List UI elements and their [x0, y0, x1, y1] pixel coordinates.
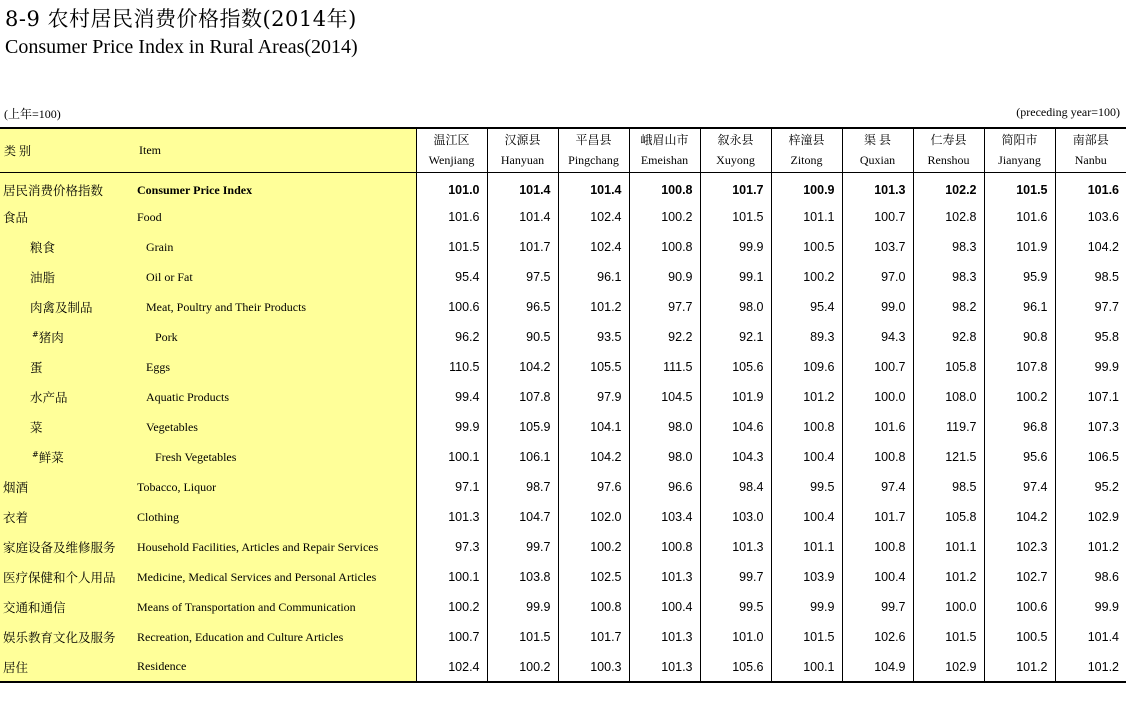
- index-value-cell: 100.4: [842, 562, 913, 592]
- index-value-cell: 101.4: [1055, 622, 1126, 652]
- index-value-cell: 104.2: [1055, 232, 1126, 262]
- index-value-cell: 97.7: [1055, 292, 1126, 322]
- index-value-cell: 100.2: [771, 262, 842, 292]
- index-value-cell: 95.8: [1055, 322, 1126, 352]
- index-value-cell: 100.2: [558, 532, 629, 562]
- table-row: [0, 352, 1126, 382]
- row-label-zh: [0, 352, 137, 382]
- row-label-zh-text: 衣着: [3, 510, 29, 525]
- footnote-marker: #: [32, 329, 39, 339]
- county-column-header: [771, 128, 842, 172]
- index-value-cell: 100.1: [416, 442, 487, 472]
- index-value-cell: 101.4: [487, 172, 558, 202]
- row-label-en: Pork: [137, 322, 416, 352]
- index-value-cell: 101.5: [913, 622, 984, 652]
- row-label-zh: [0, 172, 137, 202]
- index-value-cell: 102.6: [842, 622, 913, 652]
- row-label-en: Clothing: [137, 502, 416, 532]
- index-value-cell: 98.3: [913, 262, 984, 292]
- index-value-cell: 106.5: [1055, 442, 1126, 472]
- index-value-cell: 98.4: [700, 472, 771, 502]
- index-value-cell: 103.9: [771, 562, 842, 592]
- index-value-cell: 111.5: [629, 352, 700, 382]
- county-column-header: [700, 128, 771, 172]
- index-value-cell: 100.2: [984, 382, 1055, 412]
- index-value-cell: 102.7: [984, 562, 1055, 592]
- index-value-cell: 102.5: [558, 562, 629, 592]
- county-name-zh: 平昌县: [575, 133, 612, 148]
- row-label-zh: [0, 592, 137, 622]
- index-value-cell: 98.6: [1055, 562, 1126, 592]
- index-value-cell: 108.0: [913, 382, 984, 412]
- county-column-header: [1055, 128, 1126, 172]
- index-value-cell: 121.5: [913, 442, 984, 472]
- cpi-table-container: [0, 127, 1126, 683]
- row-label-zh-text: 鲜菜: [38, 450, 64, 465]
- index-value-cell: 105.9: [487, 412, 558, 442]
- index-value-cell: 101.6: [842, 412, 913, 442]
- index-value-cell: 99.9: [1055, 352, 1126, 382]
- index-value-cell: 100.8: [771, 412, 842, 442]
- index-value-cell: 96.8: [984, 412, 1055, 442]
- row-label-en: Grain: [137, 232, 416, 262]
- index-value-cell: 119.7: [913, 412, 984, 442]
- row-label-en: Vegetables: [137, 412, 416, 442]
- index-value-cell: 100.7: [842, 202, 913, 232]
- table-row: [0, 322, 1126, 352]
- row-label-zh-text: 猪肉: [38, 330, 64, 345]
- index-value-cell: 101.7: [487, 232, 558, 262]
- county-name-zh: 叙永县: [717, 133, 754, 148]
- index-value-cell: 92.1: [700, 322, 771, 352]
- index-value-cell: 97.4: [842, 472, 913, 502]
- county-column-header: [913, 128, 984, 172]
- index-value-cell: 98.0: [629, 442, 700, 472]
- index-value-cell: 101.2: [1055, 532, 1126, 562]
- category-column-header: 类 别: [0, 128, 137, 172]
- county-name-en: Renshou: [927, 153, 970, 168]
- index-value-cell: 100.4: [771, 442, 842, 472]
- index-value-cell: 102.0: [558, 502, 629, 532]
- cpi-table: [0, 127, 1126, 683]
- row-label-zh-text: 医疗保健和个人用品: [3, 570, 116, 585]
- index-value-cell: 103.4: [629, 502, 700, 532]
- county-name-zh: 简阳市: [1001, 133, 1038, 148]
- index-value-cell: 100.8: [842, 442, 913, 472]
- row-label-zh: [0, 472, 137, 502]
- row-label-zh: [0, 262, 137, 292]
- row-label-zh-text: 菜: [30, 420, 43, 435]
- index-value-cell: 107.8: [487, 382, 558, 412]
- index-value-cell: 101.6: [1055, 172, 1126, 202]
- row-label-zh: [0, 412, 137, 442]
- table-row: [0, 622, 1126, 652]
- index-value-cell: 98.2: [913, 292, 984, 322]
- county-column-header: [984, 128, 1055, 172]
- index-value-cell: 105.6: [700, 352, 771, 382]
- county-name-zh: 梓潼县: [788, 133, 825, 148]
- row-label-zh: [0, 382, 137, 412]
- row-label-zh: [0, 622, 137, 652]
- row-label-en: Means of Transportation and Communication: [137, 592, 416, 622]
- index-value-cell: 102.8: [913, 202, 984, 232]
- county-name-zh: 汉源县: [504, 133, 541, 148]
- county-name-en: Hanyuan: [500, 153, 545, 168]
- county-column-header: [842, 128, 913, 172]
- index-value-cell: 104.2: [558, 442, 629, 472]
- row-label-zh-text: 交通和通信: [3, 600, 66, 615]
- index-value-cell: 101.3: [629, 622, 700, 652]
- index-value-cell: 90.5: [487, 322, 558, 352]
- index-value-cell: 104.3: [700, 442, 771, 472]
- index-value-cell: 98.5: [913, 472, 984, 502]
- index-value-cell: 105.5: [558, 352, 629, 382]
- index-value-cell: 99.7: [842, 592, 913, 622]
- row-label-zh-text: 居住: [3, 659, 29, 675]
- index-value-cell: 100.4: [629, 592, 700, 622]
- index-value-cell: 104.1: [558, 412, 629, 442]
- row-label-en: Eggs: [137, 352, 416, 382]
- county-name-en: Nanbu: [1074, 153, 1107, 168]
- row-label-zh-text: 烟酒: [3, 480, 29, 495]
- index-value-cell: 97.6: [558, 472, 629, 502]
- row-label-zh: [0, 532, 137, 562]
- county-column-header: [629, 128, 700, 172]
- table-row: [0, 382, 1126, 412]
- row-label-zh: [0, 502, 137, 532]
- index-value-cell: 99.5: [771, 472, 842, 502]
- index-value-cell: 99.1: [700, 262, 771, 292]
- index-value-cell: 102.9: [913, 652, 984, 682]
- row-label-en: Oil or Fat: [137, 262, 416, 292]
- index-value-cell: 102.4: [558, 202, 629, 232]
- row-label-en: Residence: [137, 652, 416, 682]
- index-value-cell: 103.0: [700, 502, 771, 532]
- county-name-en: Zitong: [790, 153, 823, 168]
- index-value-cell: 102.9: [1055, 502, 1126, 532]
- index-value-cell: 100.8: [629, 532, 700, 562]
- row-label-zh: [0, 442, 137, 472]
- index-value-cell: 100.0: [842, 382, 913, 412]
- table-row: [0, 412, 1126, 442]
- page-title-zh: 8-9 农村居民消费价格指数(2014年): [5, 7, 357, 31]
- index-value-cell: 101.3: [416, 502, 487, 532]
- index-value-cell: 104.2: [487, 352, 558, 382]
- row-label-zh-text: 食品: [3, 210, 29, 225]
- index-value-cell: 101.5: [487, 622, 558, 652]
- index-value-cell: 101.5: [416, 232, 487, 262]
- index-value-cell: 109.6: [771, 352, 842, 382]
- index-value-cell: 100.8: [558, 592, 629, 622]
- index-value-cell: 99.5: [700, 592, 771, 622]
- index-value-cell: 100.6: [984, 592, 1055, 622]
- index-value-cell: 101.9: [984, 232, 1055, 262]
- row-label-zh-text: 肉禽及制品: [30, 300, 93, 315]
- index-value-cell: 101.4: [558, 172, 629, 202]
- index-value-cell: 100.2: [629, 202, 700, 232]
- index-value-cell: 101.6: [984, 202, 1055, 232]
- index-value-cell: 100.5: [984, 622, 1055, 652]
- index-value-cell: 100.4: [771, 502, 842, 532]
- index-value-cell: 104.6: [700, 412, 771, 442]
- index-value-cell: 101.5: [700, 202, 771, 232]
- index-value-cell: 100.8: [629, 232, 700, 262]
- index-value-cell: 97.5: [487, 262, 558, 292]
- index-value-cell: 101.3: [629, 652, 700, 682]
- index-value-cell: 100.2: [416, 592, 487, 622]
- county-column-header: [416, 128, 487, 172]
- table-row: [0, 562, 1126, 592]
- table-row: [0, 232, 1126, 262]
- county-name-en: Jianyang: [998, 153, 1041, 168]
- index-value-cell: 100.8: [629, 172, 700, 202]
- index-value-cell: 99.9: [1055, 592, 1126, 622]
- county-name-zh: 南部县: [1072, 133, 1109, 148]
- table-row: [0, 502, 1126, 532]
- index-value-cell: 101.6: [416, 202, 487, 232]
- item-column-header: Item: [137, 128, 416, 172]
- county-name-zh: 峨眉山市: [640, 133, 689, 148]
- index-value-cell: 110.5: [416, 352, 487, 382]
- index-value-cell: 97.1: [416, 472, 487, 502]
- index-value-cell: 104.2: [984, 502, 1055, 532]
- index-value-cell: 100.5: [771, 232, 842, 262]
- index-value-cell: 97.3: [416, 532, 487, 562]
- row-label-zh: [0, 232, 137, 262]
- index-value-cell: 95.9: [984, 262, 1055, 292]
- index-value-cell: 96.1: [558, 262, 629, 292]
- index-value-cell: 95.4: [416, 262, 487, 292]
- unit-note-zh: (上年=100): [4, 107, 61, 121]
- index-value-cell: 101.5: [984, 172, 1055, 202]
- index-value-cell: 107.8: [984, 352, 1055, 382]
- row-label-en: Recreation, Education and Culture Articles: [137, 622, 416, 652]
- county-name-en: Emeishan: [640, 153, 689, 168]
- row-label-zh: [0, 202, 137, 232]
- index-value-cell: 99.9: [700, 232, 771, 262]
- row-label-en: Aquatic Products: [137, 382, 416, 412]
- index-value-cell: 100.1: [416, 562, 487, 592]
- table-row: [0, 592, 1126, 622]
- row-label-zh: [0, 292, 137, 322]
- row-label-zh-text: 水产品: [30, 390, 68, 405]
- county-name-en: Quxian: [859, 153, 896, 168]
- row-label-zh: [0, 322, 137, 352]
- table-row: [0, 652, 1126, 682]
- index-value-cell: 98.3: [913, 232, 984, 262]
- row-label-zh: [0, 562, 137, 592]
- index-value-cell: 101.9: [700, 382, 771, 412]
- index-value-cell: 100.1: [771, 652, 842, 682]
- row-label-en: Household Facilities, Articles and Repair Services: [137, 532, 416, 562]
- row-label-en: Medicine, Medical Services and Personal Articles: [137, 562, 416, 592]
- index-value-cell: 89.3: [771, 322, 842, 352]
- county-name-en: Wenjiang: [428, 153, 475, 168]
- row-label-en: Tobacco, Liquor: [137, 472, 416, 502]
- index-value-cell: 92.2: [629, 322, 700, 352]
- index-value-cell: 100.8: [842, 532, 913, 562]
- index-value-cell: 100.6: [416, 292, 487, 322]
- index-value-cell: 90.8: [984, 322, 1055, 352]
- county-name-zh: 仁寿县: [930, 133, 967, 148]
- index-value-cell: 101.0: [416, 172, 487, 202]
- index-value-cell: 101.4: [487, 202, 558, 232]
- index-value-cell: 98.0: [629, 412, 700, 442]
- row-label-en: Food: [137, 202, 416, 232]
- county-column-header: [487, 128, 558, 172]
- index-value-cell: 96.6: [629, 472, 700, 502]
- row-label-zh: [0, 652, 137, 682]
- row-label-zh-text: 居民消费价格指数: [3, 183, 104, 199]
- index-value-cell: 100.3: [558, 652, 629, 682]
- index-value-cell: 99.9: [771, 592, 842, 622]
- row-label-en: Meat, Poultry and Their Products: [137, 292, 416, 322]
- index-value-cell: 104.5: [629, 382, 700, 412]
- index-value-cell: 105.6: [700, 652, 771, 682]
- table-row: [0, 442, 1126, 472]
- index-value-cell: 101.7: [842, 502, 913, 532]
- index-value-cell: 92.8: [913, 322, 984, 352]
- county-name-en: Pingchang: [568, 153, 619, 168]
- row-label-zh-text: 粮食: [30, 240, 56, 255]
- table-row: [0, 472, 1126, 502]
- index-value-cell: 101.2: [558, 292, 629, 322]
- index-value-cell: 99.9: [487, 592, 558, 622]
- table-row: [0, 292, 1126, 322]
- footnote-marker: #: [32, 449, 39, 459]
- index-value-cell: 101.3: [629, 562, 700, 592]
- index-value-cell: 101.3: [700, 532, 771, 562]
- table-row: [0, 532, 1126, 562]
- table-row: [0, 202, 1126, 232]
- index-value-cell: 101.7: [700, 172, 771, 202]
- index-value-cell: 101.3: [842, 172, 913, 202]
- index-value-cell: 104.7: [487, 502, 558, 532]
- index-value-cell: 101.2: [984, 652, 1055, 682]
- index-value-cell: 102.4: [416, 652, 487, 682]
- index-value-cell: 102.3: [984, 532, 1055, 562]
- index-value-cell: 101.5: [771, 622, 842, 652]
- index-value-cell: 101.2: [913, 562, 984, 592]
- index-value-cell: 101.1: [913, 532, 984, 562]
- index-value-cell: 98.7: [487, 472, 558, 502]
- row-label-zh-text: 蛋: [30, 360, 43, 375]
- index-value-cell: 99.4: [416, 382, 487, 412]
- index-value-cell: 101.1: [771, 202, 842, 232]
- index-value-cell: 101.1: [771, 532, 842, 562]
- table-header-row: [0, 128, 1126, 172]
- index-value-cell: 99.9: [416, 412, 487, 442]
- unit-note-en: (preceding year=100): [1016, 105, 1120, 119]
- index-value-cell: 100.7: [842, 352, 913, 382]
- index-value-cell: 97.0: [842, 262, 913, 292]
- index-value-cell: 107.3: [1055, 412, 1126, 442]
- index-value-cell: 103.8: [487, 562, 558, 592]
- index-value-cell: 101.2: [1055, 652, 1126, 682]
- index-value-cell: 100.2: [487, 652, 558, 682]
- index-value-cell: 93.5: [558, 322, 629, 352]
- index-value-cell: 90.9: [629, 262, 700, 292]
- index-value-cell: 103.6: [1055, 202, 1126, 232]
- index-value-cell: 105.8: [913, 352, 984, 382]
- row-label-en: Consumer Price Index: [137, 172, 416, 202]
- index-value-cell: 99.0: [842, 292, 913, 322]
- page-title-en: Consumer Price Index in Rural Areas(2014): [5, 36, 358, 58]
- index-value-cell: 95.2: [1055, 472, 1126, 502]
- index-value-cell: 97.4: [984, 472, 1055, 502]
- index-value-cell: 98.0: [700, 292, 771, 322]
- county-name-zh: 温江区: [433, 133, 470, 148]
- index-value-cell: 95.4: [771, 292, 842, 322]
- row-label-en: Fresh Vegetables: [137, 442, 416, 472]
- index-value-cell: 97.7: [629, 292, 700, 322]
- index-value-cell: 97.9: [558, 382, 629, 412]
- index-value-cell: 107.1: [1055, 382, 1126, 412]
- index-value-cell: 95.6: [984, 442, 1055, 472]
- table-row: [0, 262, 1126, 292]
- table-body: [0, 172, 1126, 682]
- index-value-cell: 100.0: [913, 592, 984, 622]
- index-value-cell: 96.2: [416, 322, 487, 352]
- index-value-cell: 94.3: [842, 322, 913, 352]
- table-row: [0, 172, 1126, 202]
- county-column-header: [558, 128, 629, 172]
- index-value-cell: 100.9: [771, 172, 842, 202]
- row-label-zh-text: 油脂: [30, 270, 56, 285]
- index-value-cell: 103.7: [842, 232, 913, 262]
- index-value-cell: 102.4: [558, 232, 629, 262]
- index-value-cell: 100.7: [416, 622, 487, 652]
- index-value-cell: 99.7: [700, 562, 771, 592]
- index-value-cell: 105.8: [913, 502, 984, 532]
- row-label-zh-text: 家庭设备及维修服务: [3, 540, 116, 555]
- index-value-cell: 99.7: [487, 532, 558, 562]
- index-value-cell: 101.2: [771, 382, 842, 412]
- index-value-cell: 98.5: [1055, 262, 1126, 292]
- index-value-cell: 102.2: [913, 172, 984, 202]
- index-value-cell: 96.5: [487, 292, 558, 322]
- index-value-cell: 106.1: [487, 442, 558, 472]
- index-value-cell: 96.1: [984, 292, 1055, 322]
- county-name-zh: 渠 县: [863, 133, 891, 148]
- index-value-cell: 101.7: [558, 622, 629, 652]
- index-value-cell: 101.0: [700, 622, 771, 652]
- row-label-zh-text: 娱乐教育文化及服务: [3, 630, 116, 645]
- county-name-en: Xuyong: [716, 153, 755, 168]
- index-value-cell: 104.9: [842, 652, 913, 682]
